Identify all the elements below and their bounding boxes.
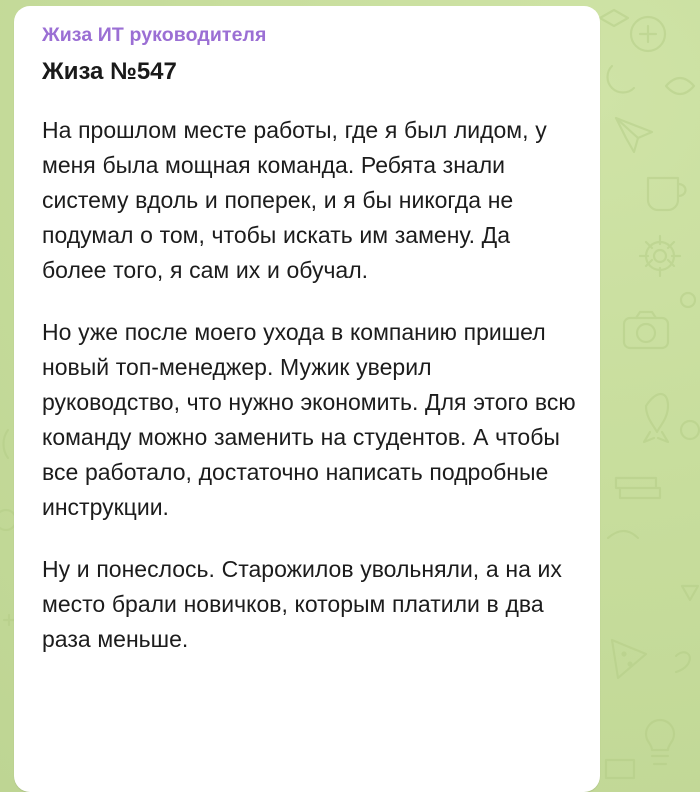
post-body [42,113,576,656]
post-title: Жиза №547 [42,58,177,86]
post-paragraph: На прошлом месте работы, где я был лидом, у меня была мощная команда. Ребята знали систему вдоль и поперек, и я бы никогда не подумал о том, чтобы искать им замену. Да более того, я сам их и обучал. [42,117,547,284]
post-paragraph: Но уже после моего ухода в компанию пришел новый топ-менеджер. Мужик уверил руководство, что нужно экономить. Для этого всю команду можно заменить на студентов. А чтобы все работало, достаточно написать подробные инструкции. [42,319,576,520]
post-paragraph: Ну и понеслось. Старожилов увольняли, а на их место брали новичков, которым платили в два раза меньше. [42,555,562,652]
channel-name[interactable]: Жиза ИТ руководителя [42,24,267,46]
message-bubble[interactable] [14,6,600,792]
